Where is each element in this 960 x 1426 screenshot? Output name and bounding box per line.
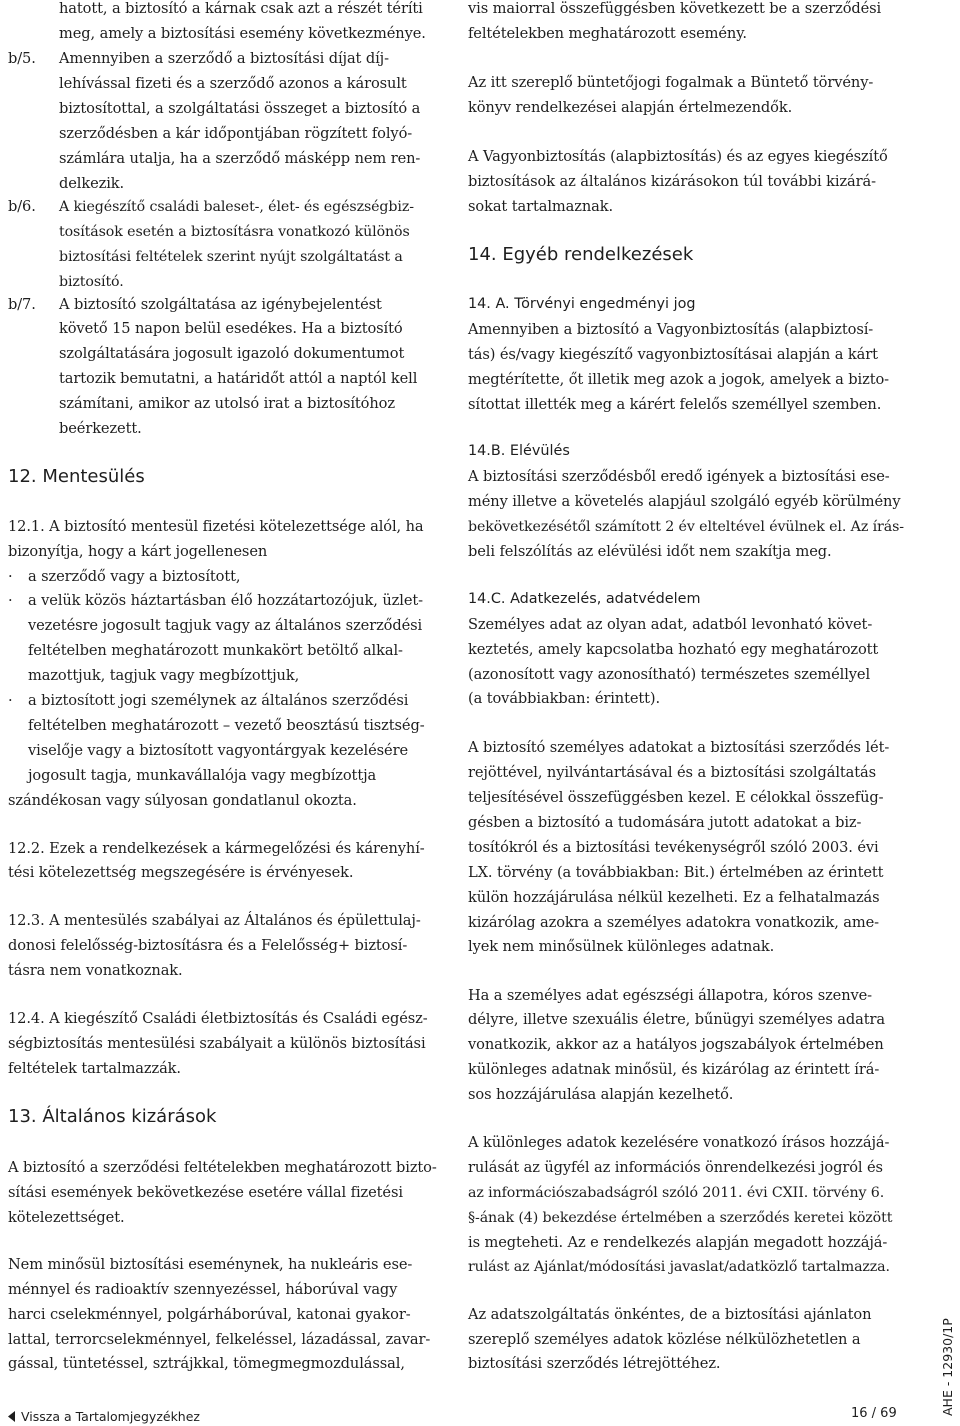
text-line: A biztosítási szerződésből eredő igények a biztosítási ese-	[468, 468, 890, 485]
item-label: b/5.	[8, 50, 36, 67]
text-line: könyv rendelkezései alapján értelmezendők.	[468, 99, 793, 116]
subheading-14b: 14.B. Elévülés	[468, 443, 570, 459]
bullet-icon: ·	[8, 692, 13, 709]
text-line: vis maiorral összefüggésben következett be a szerződési	[468, 0, 882, 17]
text-line: vezetésre jogosult tagjuk vagy az általános szerződési	[28, 617, 423, 634]
text-line: tosítások esetén a biztosításra vonatkozó különös	[59, 224, 410, 240]
section-heading-14: 14. Egyéb rendelkezések	[468, 244, 694, 265]
text-line: szerződésben a kár időpontjában rögzített folyó-	[59, 125, 413, 142]
text-line: beli felszólítás az elévülési időt nem szakítja meg.	[468, 543, 832, 560]
item-label: b/6.	[8, 198, 36, 215]
text-line: a velük közös háztartásban élő hozzátartozójuk, üzlet-	[28, 592, 423, 609]
text-line: ségbiztosítás mentesülési szabályait a különös biztosítási	[8, 1035, 426, 1052]
text-line: is megteheti. Az e rendelkezés alapján megadott hozzájá-	[468, 1234, 888, 1251]
text-line: biztosító.	[59, 274, 124, 290]
text-line: feltételek tartalmazzák.	[8, 1060, 181, 1077]
text-line: gással, tüntetéssel, sztrájkkal, tömegmegmozdulással,	[8, 1355, 405, 1372]
subheading-14a: 14. A. Törvényi engedményi jog	[468, 296, 696, 312]
bullet-icon: ·	[8, 592, 13, 609]
text-line: lehívással fizeti és a szerződő azonos a károsult	[59, 75, 407, 92]
text-line: 12.3. A mentesülés szabályai az Általános és épülettulaj-	[8, 912, 421, 929]
text-line: 12.1. A biztosító mentesül fizetési kötelezettsége alól, ha	[8, 518, 424, 535]
text-line: megtérítette, őt illetik meg azok a jogok, amelyek a bizto-	[468, 371, 889, 388]
text-line: delkezik.	[59, 175, 125, 192]
triangle-left-icon	[8, 1411, 16, 1422]
back-to-contents-label: Vissza a Tartalomjegyzékhez	[21, 1409, 200, 1424]
text-line: Az itt szereplő büntetőjogi fogalmak a Büntető törvény-	[468, 74, 874, 91]
text-line: feltételben meghatározott – vezető beosztású tisztség-	[28, 717, 425, 734]
text-line: ménnyel és radioaktív szennyezéssel, háborúval vagy	[8, 1281, 398, 1298]
text-line: A biztosító a szerződési feltételekben meghatározott bizto-	[8, 1159, 437, 1176]
text-line: számítani, amikor az utolsó irat a biztosítóhoz	[59, 395, 395, 412]
text-line: szolgáltatására jogosult igazoló dokumentumot	[59, 345, 405, 362]
document-code: AHE - 12930/1P	[940, 1318, 955, 1416]
text-line: 12.4. A kiegészítő Családi életbiztosítás és Családi egész-	[8, 1010, 428, 1027]
text-line: délyre, illetve szexuális életre, bűnügyi személyes adatra	[468, 1011, 885, 1028]
text-line: (a továbbiakban: érintett).	[468, 690, 661, 707]
back-to-contents-link[interactable]	[8, 1409, 200, 1424]
text-line: feltételekben meghatározott esemény.	[468, 25, 747, 42]
text-line: Amennyiben a szerződő a biztosítási díjat díj-	[59, 50, 389, 67]
text-line: teljesítésével összefüggésben kezel. E célokkal összefüg-	[468, 789, 884, 806]
text-line: 12.2. Ezek a rendelkezések a kármegelőzési és kárenyhí-	[8, 840, 425, 857]
text-line: mény illetve a követelés alapjául szolgáló egyéb körülmény	[468, 493, 901, 510]
text-line: kizárólag azokra a személyes adatokra vonatkozik, ame-	[468, 914, 880, 931]
text-line: a biztosított jogi személynek az általános szerződési	[28, 692, 409, 709]
text-line: Ha a személyes adat egészségi állapotra, kóros szenve-	[468, 987, 873, 1004]
text-line: követő 15 napon belül esedékes. Ha a biztosító	[59, 320, 403, 337]
text-line: sítottat illették meg a kárért felelős személlyel szemben.	[468, 396, 882, 413]
text-line: tartozik bemutatni, a határidőt attól a naptól kell	[59, 370, 418, 387]
text-line: tési kötelezettség megszegésére is érvényesek.	[8, 864, 354, 881]
text-line: A biztosító személyes adatokat a biztosítási szerződés lét-	[468, 739, 890, 756]
text-line: különleges adatnak minősül, és kizárólag az érintett írá-	[468, 1061, 880, 1078]
text-line: lattal, terrorcselekménnyel, felkeléssel, lázadással, zavar-	[8, 1331, 431, 1348]
text-line: mazottjuk, tagjuk vagy megbízottjuk,	[28, 667, 300, 684]
text-line: keztetés, amely kapcsolatba hozható egy meghatározott	[468, 641, 879, 658]
text-line: viselője vagy a biztosított vagyontárgyak kezelésére	[28, 742, 409, 759]
text-line: hatott, a biztosító a kárnak csak azt a részét téríti	[59, 0, 423, 17]
text-line: Nem minősül biztosítási eseménynek, ha nukleáris ese-	[8, 1256, 413, 1273]
text-line: tásra nem vonatkoznak.	[8, 962, 183, 979]
text-line: feltételben meghatározott munkakört betöltő alkal-	[28, 642, 403, 659]
text-line: biztosítottal, a szolgáltatási összeget a biztosító a	[59, 100, 421, 117]
text-line: rejöttével, nyilvántartásával és a biztosítási szolgáltatás	[468, 764, 877, 781]
text-line: az információszabadságról szóló 2011. évi CXII. törvény 6.	[468, 1185, 885, 1201]
text-line: sos hozzájárulása alapján kezelhető.	[468, 1086, 734, 1103]
section-heading-13: 13. Általános kizárások	[8, 1106, 217, 1127]
text-line: sítási események bekövetkezése esetére vállal fizetési	[8, 1184, 403, 1201]
text-line: vonatkozik, akkor az a hatályos jogszabályok értelmében	[468, 1036, 884, 1053]
text-line: rulást az Ajánlat/módosítási javaslat/adatközlő tartalmazza.	[468, 1259, 890, 1275]
text-line: (azonosított vagy azonosítható) természetes személlyel	[468, 666, 871, 683]
page-number: 16 / 69	[851, 1406, 897, 1421]
text-line: A kiegészítő családi baleset-, élet- és egészségbiz-	[59, 199, 414, 215]
text-line: A Vagyonbiztosítás (alapbiztosítás) és az egyes kiegészítő	[468, 148, 888, 165]
item-label: b/7.	[8, 296, 36, 313]
text-line: szereplő személyes adatok közlése nélkülözhetetlen a	[468, 1331, 861, 1348]
text-line: bizonyítja, hogy a kárt jogellenesen	[8, 543, 268, 560]
text-line: meg, amely a biztosítási esemény következménye.	[59, 25, 426, 42]
text-line: A különleges adatok kezelésére vonatkozó írásos hozzájá-	[468, 1134, 890, 1151]
text-line: biztosítási feltételek szerint nyújt szolgáltatást a	[59, 249, 403, 265]
text-line: tás) és/vagy kiegészítő vagyonbiztosításai alapján a kárt	[468, 346, 878, 363]
text-line: donosi felelősség-biztosításra és a Felelősség+ biztosí-	[8, 937, 408, 954]
text-line: gésben a biztosító a tudomására jutott adatokat a biz-	[468, 814, 862, 831]
section-heading-12: 12. Mentesülés	[8, 466, 145, 487]
bullet-icon: ·	[8, 568, 13, 585]
text-line: LX. törvény (a továbbiakban: Bit.) értelmében az érintett	[468, 864, 884, 881]
text-line: számlára utalja, ha a szerződő másképp nem ren-	[59, 150, 421, 167]
text-line: A biztosító szolgáltatása az igénybejelentést	[59, 296, 382, 313]
text-line: szándékosan vagy súlyosan gondatlanul okozta.	[8, 792, 357, 809]
text-line: sokat tartalmaznak.	[468, 198, 614, 215]
text-line: bekövetkezésétől számított 2 év elteltével évülnek el. Az írás-	[468, 519, 904, 535]
text-line: rulását az ügyfél az információs önrendelkezési jogról és	[468, 1159, 883, 1176]
text-line: jogosult tagja, munkavállalója vagy megbízottja	[28, 767, 377, 784]
text-line: a szerződő vagy a biztosított,	[28, 568, 241, 585]
text-line: tosítókról és a biztosítási tevékenységről szóló 2003. évi	[468, 839, 879, 856]
text-line: kötelezettséget.	[8, 1209, 125, 1226]
text-line: külön hozzájárulása nélkül kezelheti. Ez a felhatalmazás	[468, 889, 880, 906]
text-line: Személyes adat az olyan adat, adatból levonható követ-	[468, 616, 873, 633]
subheading-14c: 14.C. Adatkezelés, adatvédelem	[468, 591, 701, 607]
text-line: lyek nem minősülnek különleges adatnak.	[468, 938, 775, 955]
text-line: §-ának (4) bekezdése értelmében a szerződés keretei között	[468, 1210, 893, 1226]
text-line: biztosítási szerződés létrejöttéhez.	[468, 1355, 721, 1372]
text-line: beérkezett.	[59, 420, 142, 437]
text-line: Az adatszolgáltatás önkéntes, de a biztosítási ajánlaton	[468, 1306, 872, 1323]
text-line: biztosítások az általános kizárásokon túl további kizárá-	[468, 173, 876, 190]
text-line: Amennyiben a biztosító a Vagyonbiztosítás (alapbiztosí-	[468, 321, 874, 338]
text-line: harci cselekménnyel, polgárháborúval, katonai gyakor-	[8, 1306, 411, 1323]
